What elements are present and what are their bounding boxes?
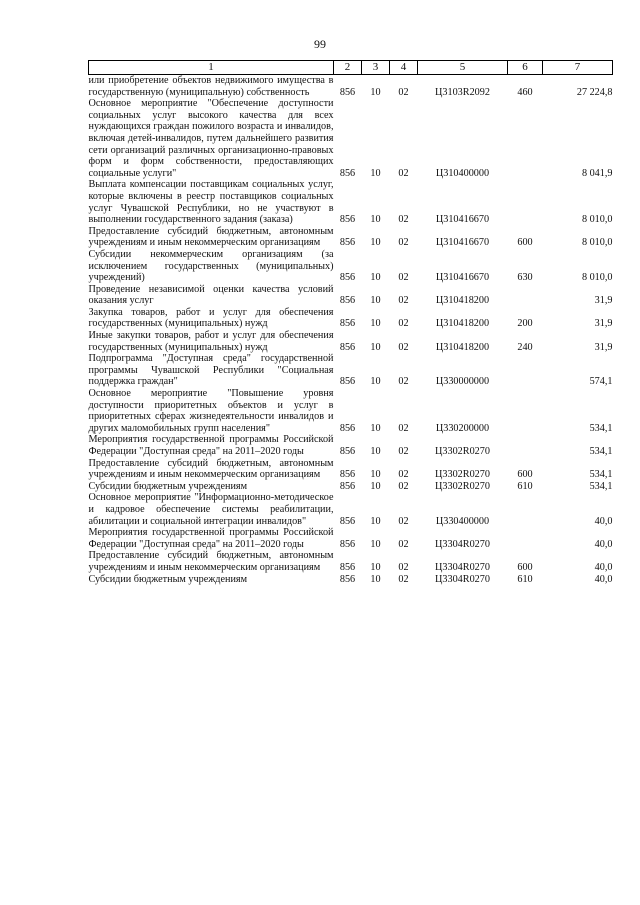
expense-type-code: 200 [517, 318, 533, 330]
expense-type-code [508, 434, 543, 457]
row-name: Закупка товаров, работ и услуг для обеспечения государственных (муниципальных) нужд [88, 306, 334, 330]
admin-code: 856 [339, 538, 356, 550]
target-article-code: Ц310400000 [435, 167, 490, 179]
amount: 574,1 [589, 376, 613, 388]
amount: 8 010,0 [581, 272, 613, 284]
row-name: Мероприятия государственной программы Российской Федерации "Доступная среда" на 2011–2020 годы [88, 434, 334, 457]
row-name: Субсидии бюджетным учреждениям [88, 480, 248, 492]
target-article-code: Ц3302R0270 [435, 480, 490, 492]
row-name: Проведение независимой оценки качества условий оказания услуг [88, 283, 334, 307]
section-code: 10 [370, 272, 381, 284]
subsection-code: 02 [398, 376, 409, 388]
table-row [89, 574, 613, 586]
target-article-code: Ц3302R0270 [435, 446, 490, 457]
table-row [89, 492, 613, 527]
subsection-code: 02 [398, 214, 409, 226]
admin-code: 856 [339, 561, 356, 573]
subsection-code: 02 [398, 341, 409, 353]
section-code: 10 [370, 469, 381, 481]
subsection-code: 02 [398, 86, 409, 98]
admin-code: 856 [339, 167, 356, 179]
row-name: Предоставление субсидий бюджетным, автономным учреждениям и иным некоммерческим организациям [88, 550, 334, 573]
section-code: 10 [370, 214, 381, 226]
table-row [89, 330, 613, 353]
subsection-code: 02 [398, 295, 409, 307]
section-code: 10 [370, 341, 381, 353]
section-code: 10 [370, 167, 381, 179]
row-name: или приобретение объектов недвижимого имущества в государственную (муниципальную) собственность [88, 75, 334, 98]
table-row [89, 75, 613, 99]
section-code: 10 [370, 480, 381, 492]
expense-type-code: 240 [517, 341, 533, 353]
amount: 534,1 [589, 469, 613, 481]
row-name: Иные закупки товаров, работ и услуг для обеспечения государственных (муниципальных) нужд [88, 330, 334, 353]
column-header: 2 [334, 61, 362, 75]
expense-type-code: 600 [517, 469, 533, 481]
subsection-code: 02 [398, 469, 409, 481]
admin-code: 856 [339, 237, 356, 249]
expense-type-code [508, 388, 543, 434]
admin-code: 856 [339, 341, 356, 353]
row-name: Основное мероприятие "Повышение уровня доступности приоритетных объектов и услуг в приоритетных сферах жизнедеятельности инвалидов и других маломобильных групп населения" [88, 388, 334, 434]
section-code: 10 [370, 318, 381, 330]
admin-code: 856 [339, 422, 356, 434]
subsection-code: 02 [398, 480, 409, 492]
expense-type-code: 600 [517, 237, 533, 249]
amount: 534,1 [589, 446, 613, 457]
subsection-code: 02 [398, 237, 409, 249]
amount: 534,1 [589, 480, 613, 492]
row-name: Предоставление субсидий бюджетным, автономным учреждениям и иным некоммерческим организациям [88, 225, 334, 249]
row-name: Мероприятия государственной программы Российской Федерации "Доступная среда" на 2011–2020 годы [88, 527, 334, 550]
section-code: 10 [370, 295, 381, 307]
column-header: 7 [543, 61, 613, 75]
amount: 8 041,9 [581, 167, 613, 179]
subsection-code: 02 [398, 446, 409, 457]
expense-type-code: 600 [517, 561, 533, 573]
amount: 40,0 [594, 538, 613, 550]
section-code: 10 [370, 573, 381, 585]
admin-code: 856 [339, 376, 356, 388]
row-name: Субсидии некоммерческим организациям (за исключением государственных (муниципальных) учреждений) [88, 248, 334, 284]
target-article-code: Ц310418200 [435, 341, 490, 353]
column-header: 5 [418, 61, 508, 75]
target-article-code: Ц330400000 [435, 515, 490, 527]
expense-type-code: 460 [517, 86, 533, 98]
section-code: 10 [370, 515, 381, 527]
table-row [89, 353, 613, 388]
row-name: Выплата компенсации поставщикам социальных услуг, которые включены в реестр поставщиков социальных услуг Чувашской Республики, но не участвуют в выполнении государственного задания (заказа) [88, 179, 334, 226]
section-code: 10 [370, 422, 381, 434]
row-name: Предоставление субсидий бюджетным, автономным учреждениям и иным некоммерческим организациям [88, 457, 334, 481]
target-article-code: Ц310418200 [435, 318, 490, 330]
admin-code: 856 [339, 318, 356, 330]
expense-type-code: 610 [517, 573, 533, 585]
target-article-code: Ц3304R0270 [435, 561, 490, 573]
expense-type-code [508, 98, 543, 179]
column-header: 4 [390, 61, 418, 75]
subsection-code: 02 [398, 538, 409, 550]
target-article-code: Ц310418200 [435, 295, 490, 307]
target-article-code: Ц3304R0270 [435, 538, 490, 550]
admin-code: 856 [339, 469, 356, 481]
table-row [89, 550, 613, 573]
row-name: Основное мероприятие "Информационно-методическое и кадровое обеспечение системы реабилитации, абилитации и социальной интеграции инвалидов" [88, 492, 334, 527]
subsection-code: 02 [398, 167, 409, 179]
table-row [89, 458, 613, 481]
target-article-code: Ц310416670 [435, 214, 490, 226]
table-row [89, 434, 613, 457]
expense-type-code [508, 492, 543, 527]
admin-code: 856 [339, 272, 356, 284]
amount: 27 224,8 [576, 86, 613, 98]
section-code: 10 [370, 237, 381, 249]
section-code: 10 [370, 538, 381, 550]
subsection-code: 02 [398, 422, 409, 434]
amount: 8 010,0 [581, 214, 613, 226]
admin-code: 856 [339, 573, 356, 585]
admin-code: 856 [339, 446, 356, 457]
amount: 31,9 [594, 341, 613, 353]
subsection-code: 02 [398, 573, 409, 585]
column-header: 1 [89, 61, 334, 75]
admin-code: 856 [339, 515, 356, 527]
table-row [89, 98, 613, 179]
amount: 40,0 [594, 561, 613, 573]
table-row [89, 388, 613, 434]
section-code: 10 [370, 446, 381, 457]
table-row [89, 179, 613, 225]
subsection-code: 02 [398, 318, 409, 330]
subsection-code: 02 [398, 515, 409, 527]
table-row [89, 249, 613, 284]
admin-code: 856 [339, 86, 356, 98]
target-article-code: Ц330000000 [435, 376, 490, 388]
target-article-code: Ц330200000 [435, 422, 490, 434]
section-code: 10 [370, 561, 381, 573]
amount: 40,0 [594, 515, 613, 527]
target-article-code: Ц3103R2092 [435, 86, 490, 98]
section-code: 10 [370, 86, 381, 98]
table-row [89, 226, 613, 249]
expense-type-code: 610 [517, 480, 533, 492]
table-row [89, 284, 613, 307]
amount: 8 010,0 [581, 237, 613, 249]
page-number: 99 [314, 37, 326, 51]
column-number-row [89, 61, 613, 75]
target-article-code: Ц310416670 [435, 272, 490, 284]
expense-type-code [508, 353, 543, 388]
admin-code: 856 [339, 214, 356, 226]
amount: 31,9 [594, 295, 613, 307]
amount: 534,1 [589, 422, 613, 434]
target-article-code: Ц3304R0270 [435, 573, 490, 585]
amount: 31,9 [594, 318, 613, 330]
column-header: 3 [362, 61, 390, 75]
expense-type-code [508, 284, 543, 307]
expense-type-code [508, 179, 543, 225]
target-article-code: Ц3302R0270 [435, 469, 490, 481]
expense-type-code [508, 527, 543, 550]
budget-table [88, 60, 613, 585]
row-name: Подпрограмма "Доступная среда" государственной программы Чувашской Республики "Социальная поддержка граждан" [88, 353, 334, 388]
table-row [89, 481, 613, 493]
table-row [89, 527, 613, 550]
row-name: Основное мероприятие "Обеспечение доступности социальных услуг высокого качества для всех нуждающихся граждан пожилого возраста и инвалидов, включая детей-инвалидов, путем дальнейшего развития сети организаций различных организационно-правовых форм и форм собственности, предоставляющих социальные услуги" [88, 98, 334, 179]
amount: 40,0 [594, 573, 613, 585]
admin-code: 856 [339, 480, 356, 492]
target-article-code: Ц310416670 [435, 237, 490, 249]
expense-type-code: 630 [517, 272, 533, 284]
table-row [89, 307, 613, 330]
admin-code: 856 [339, 295, 356, 307]
row-name: Субсидии бюджетным учреждениям [88, 573, 248, 585]
section-code: 10 [370, 376, 381, 388]
subsection-code: 02 [398, 561, 409, 573]
column-header: 6 [508, 61, 543, 75]
subsection-code: 02 [398, 272, 409, 284]
